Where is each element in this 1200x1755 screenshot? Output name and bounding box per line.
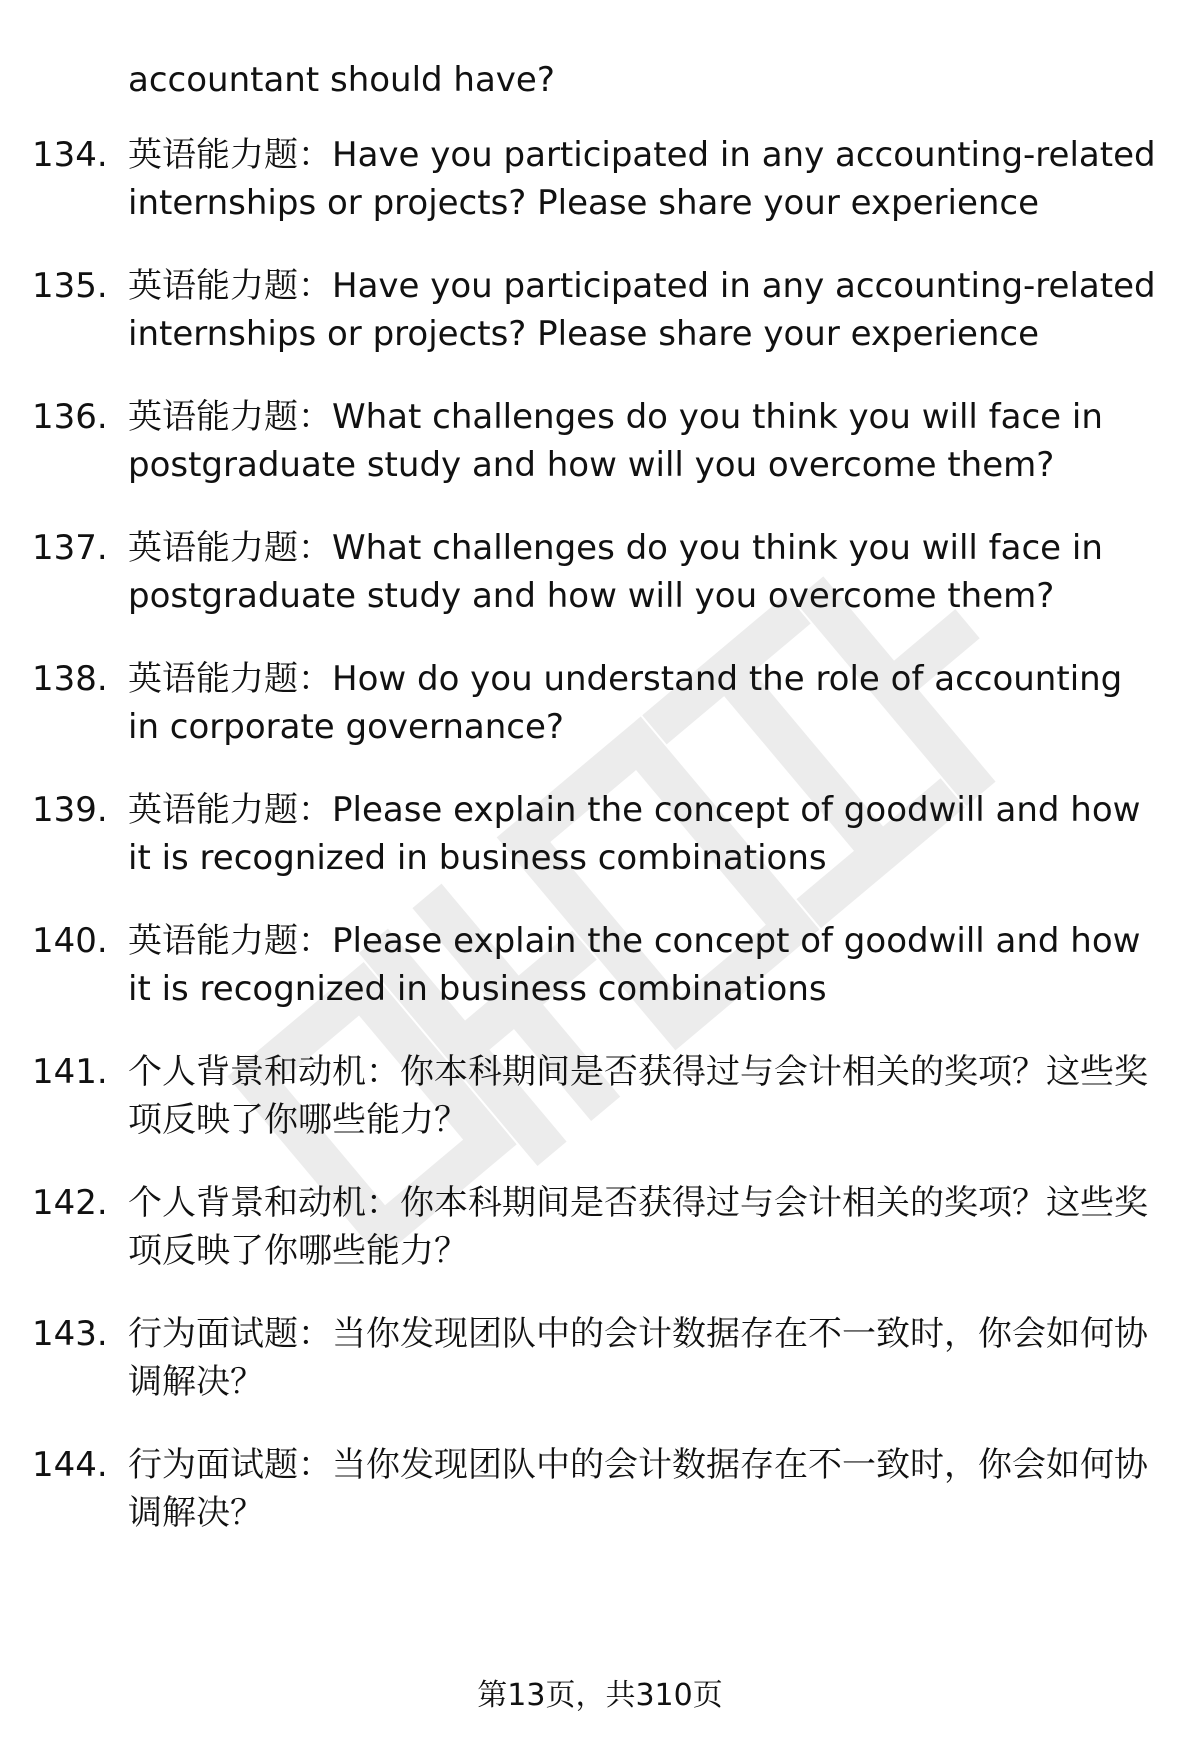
question-number: 138. <box>32 659 108 699</box>
question-text: 行为面试题：当你发现团队中的会计数据存在不一致时，你会如何协调解决？ <box>128 1445 1148 1533</box>
question-item <box>0 1310 1200 1406</box>
question-text: 英语能力题：Please explain the concept of goodwill and how it is recognized in business combinations <box>128 921 1141 1009</box>
question-item <box>0 1441 1200 1537</box>
continuation-line <box>0 56 1200 104</box>
question-text: 个人背景和动机：你本科期间是否获得过与会计相关的奖项？这些奖项反映了你哪些能力？ <box>128 1052 1148 1140</box>
question-item <box>0 393 1200 489</box>
question-text: 英语能力题：Have you participated in any accounting-related internships or projects? Please share your experience <box>128 135 1156 223</box>
question-number: 144. <box>32 1445 108 1485</box>
question-item <box>0 131 1200 227</box>
question-item <box>0 786 1200 882</box>
question-text: 英语能力题：What challenges do you think you will face in postgraduate study and how will you overcome them? <box>128 397 1103 485</box>
question-number: 137. <box>32 528 108 568</box>
question-list <box>0 131 1200 1572</box>
question-number: 134. <box>32 135 108 175</box>
question-text: 英语能力题：Have you participated in any accounting-related internships or projects? Please share your experience <box>128 266 1156 354</box>
question-item <box>0 1179 1200 1275</box>
question-text: 英语能力题：Please explain the concept of goodwill and how it is recognized in business combinations <box>128 790 1141 878</box>
question-item <box>0 1048 1200 1144</box>
question-number: 143. <box>32 1314 108 1354</box>
question-text: 英语能力题：How do you understand the role of accounting in corporate governance? <box>128 659 1123 747</box>
question-text: 行为面试题：当你发现团队中的会计数据存在不一致时，你会如何协调解决？ <box>128 1314 1148 1402</box>
question-number: 139. <box>32 790 108 830</box>
question-item <box>0 262 1200 358</box>
question-number: 142. <box>32 1183 108 1223</box>
question-item <box>0 655 1200 751</box>
question-number: 140. <box>32 921 108 961</box>
continuation-text: accountant should have? <box>128 60 555 100</box>
question-text: 个人背景和动机：你本科期间是否获得过与会计相关的奖项？这些奖项反映了你哪些能力？ <box>128 1183 1148 1271</box>
question-number: 141. <box>32 1052 108 1092</box>
question-number: 136. <box>32 397 108 437</box>
question-item <box>0 917 1200 1013</box>
question-item <box>0 524 1200 620</box>
page-footer: 第13页，共310页 <box>477 1678 723 1713</box>
question-number: 135. <box>32 266 108 306</box>
question-text: 英语能力题：What challenges do you think you will face in postgraduate study and how will you overcome them? <box>128 528 1103 616</box>
